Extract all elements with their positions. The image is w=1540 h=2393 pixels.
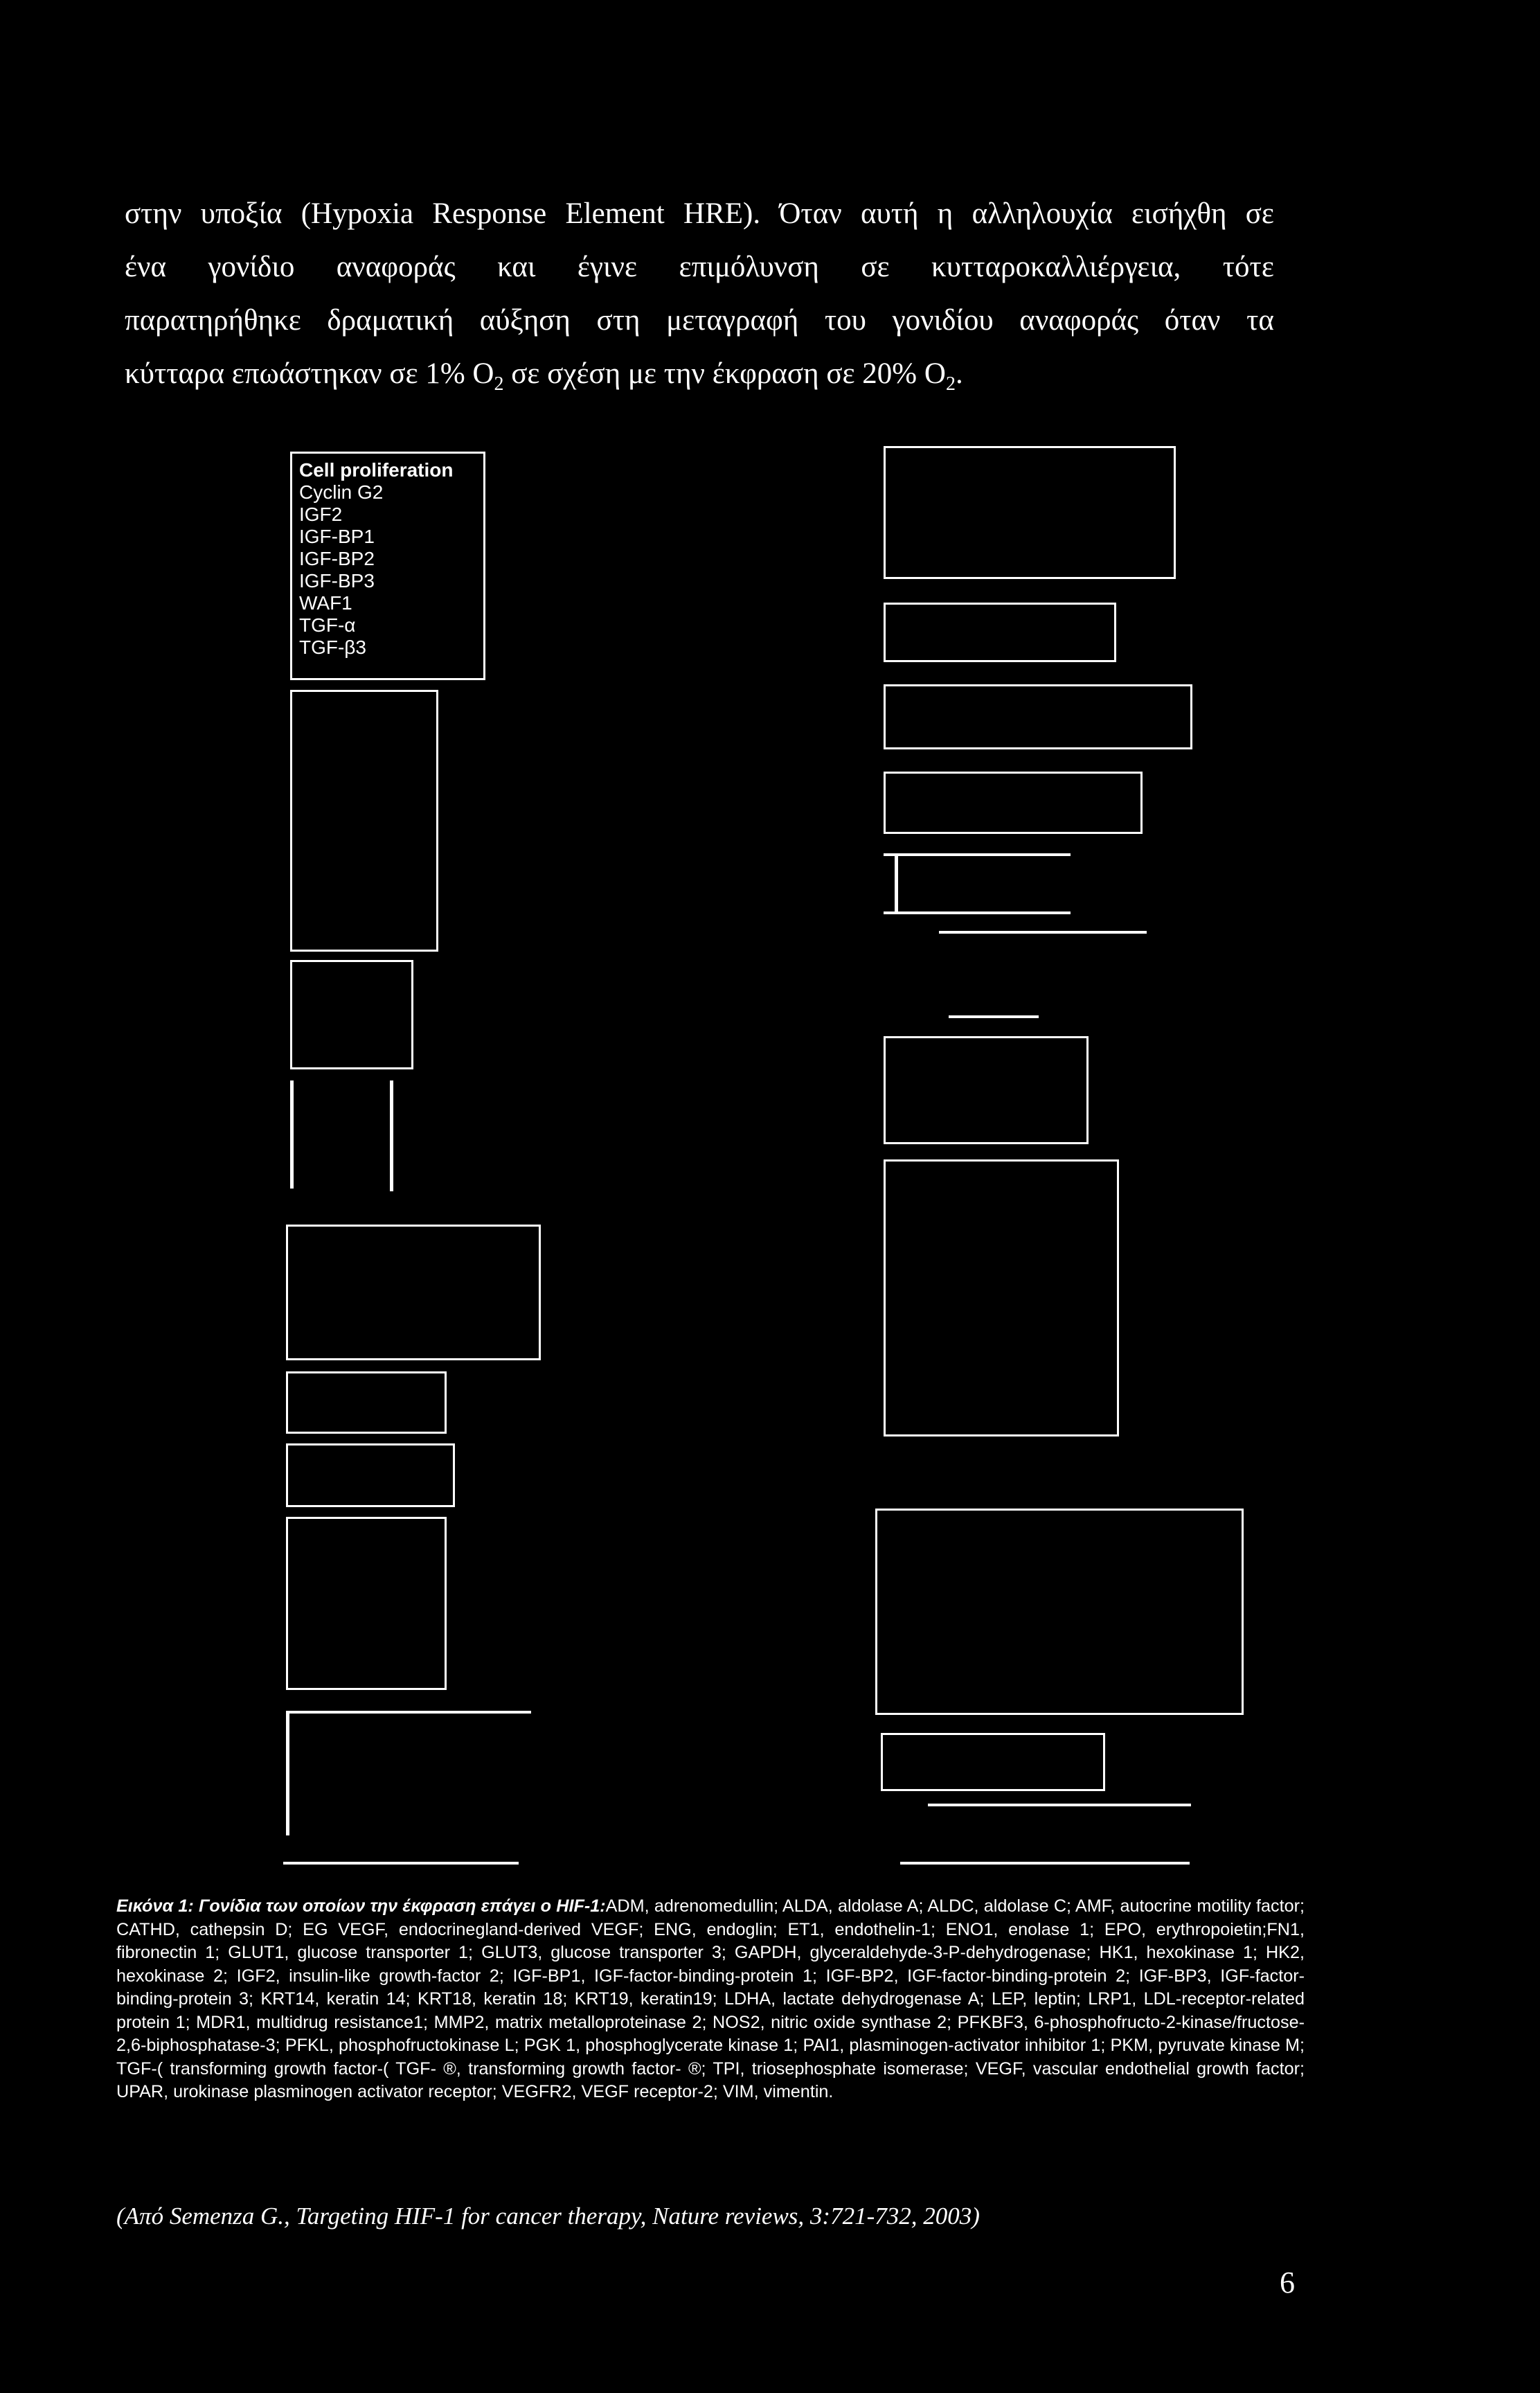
figure-box-right-6 xyxy=(884,1159,1119,1436)
figure-box-left-4 xyxy=(286,1371,447,1434)
gene-item: IGF-BP1 xyxy=(299,526,375,547)
figure-line-right-5 xyxy=(949,1015,1039,1018)
figure-line-left-4 xyxy=(286,1711,531,1714)
figure-box-right-4 xyxy=(884,772,1143,834)
figure-caption xyxy=(116,1895,1305,2104)
paragraph-line-1: στην υποξία (Hypoxia Response Element HRE). Όταν αυτή η αλληλουχία εισήχθη σε xyxy=(125,197,1274,230)
figure-box-left-1 xyxy=(290,690,438,952)
gene-item: IGF2 xyxy=(299,504,343,525)
gene-item: WAF1 xyxy=(299,592,352,614)
figure-box-right-7 xyxy=(875,1509,1244,1715)
page-number: 6 xyxy=(1280,2266,1295,2299)
paragraph-line-4: κύτταρα επωάστηκαν σε 1% $O_2$ σε σχέση με την έκφραση σε 20% $O_2$. xyxy=(125,357,963,395)
figure-source: (Από Semenza G., Targeting HIF-1 for cancer therapy, Nature reviews, 3:721-732, 2003) xyxy=(116,2203,980,2230)
figure-box-left-2 xyxy=(290,960,413,1069)
figure-line-left-3 xyxy=(286,1712,289,1835)
figure-line-right-6 xyxy=(928,1804,1191,1806)
caption-lead: Εικόνα 1: Γονίδια των οποίων την έκφραση επάγει ο HIF-1: xyxy=(116,1896,606,1916)
paragraph-line-3: παρατηρήθηκε δραματική αύξηση στη μεταγραφή του γονιδίου αναφοράς όταν τα xyxy=(125,304,1274,337)
figure-box-left-6 xyxy=(286,1517,447,1690)
gene-item: Cyclin G2 xyxy=(299,481,384,503)
figure-box-right-8 xyxy=(881,1733,1105,1791)
gene-item: TGF-β3 xyxy=(299,637,366,658)
figure-line-right-1 xyxy=(884,853,1071,856)
gene-item: IGF-BP3 xyxy=(299,570,375,591)
gene-list xyxy=(299,481,483,659)
figure-line-right-3 xyxy=(884,911,1071,914)
paragraph-line-2: ένα γονίδιο αναφοράς και έγινε επιμόλυνση σε κυτταροκαλλιέργεια, τότε xyxy=(125,251,1274,283)
figure-box-left-3 xyxy=(286,1225,541,1360)
gene-item: TGF-α xyxy=(299,614,356,636)
figure-line-right-2 xyxy=(895,856,898,911)
figure-box-left-5 xyxy=(286,1443,455,1507)
cell-proliferation-title: Cell proliferation xyxy=(299,459,454,481)
figure-line-right-7 xyxy=(900,1862,1190,1865)
figure-box-right-2 xyxy=(884,603,1116,662)
cell-proliferation-box xyxy=(290,452,485,680)
figure-line-right-4 xyxy=(939,931,1147,934)
body-paragraph xyxy=(125,187,1274,411)
figure-line-left-1 xyxy=(290,1080,294,1189)
caption-text: ADM, adrenomedullin; ALDA, aldolase A; ALDC, aldolase C; AMF, autocrine motility factor; CATHD, cathepsin D; EG VEGF, endocrinegland-derived VEGF; ENG, endoglin; ET1, endothelin-1; ENO1, enolase 1; EPO, erythropoietin;FN1, fibronectin 1; GLUT1, glucose transporter 1; GLUT3, glucose transporter 3; GAPDH, glyceraldehyde-3-P-dehydrogenase; HK1, hexokinase 1; HK2, hexokinase 2; IGF2, insulin-like growth-factor 2; IGF-BP1, IGF-factor-binding-protein 1; IGF-BP2, IGF-factor-binding-protein 2; IGF-BP3, IGF-factor-binding-protein 3; KRT14, keratin 14; KRT18, keratin 18; KRT19, keratin19; LDHA, lactate dehydrogenase A; LEP, leptin; LRP1, LDL-receptor-related protein 1; MDR1, multidrug resistance1; MMP2, matrix metalloproteinase 2; NOS2, nitric oxide synthase 2; PFKBF3, 6-phosphofructo-2-kinase/fructose-2,6-biphosphatase-3; PFKL, phosphofructokinase L; PGK 1, phosphoglycerate kinase 1; PAI1, plasminogen-activator inhibitor 1; PKM, pyruvate kinase M; TGF-( transforming growth factor-( TGF- ®, transforming growth factor- ®; TPI, triosephosphate isomerase; VEGF, vascular endothelial growth factor; UPAR, urokinase plasminogen activator receptor; VEGFR2, VEGF receptor-2; VIM, vimentin. xyxy=(116,1896,1305,2101)
figure-line-left-5 xyxy=(283,1862,519,1865)
figure-line-left-2 xyxy=(390,1080,393,1191)
figure-box-right-5 xyxy=(884,1036,1089,1144)
figure-box-right-3 xyxy=(884,684,1192,749)
gene-item: IGF-BP2 xyxy=(299,548,375,569)
figure-box-right-1 xyxy=(884,446,1176,579)
